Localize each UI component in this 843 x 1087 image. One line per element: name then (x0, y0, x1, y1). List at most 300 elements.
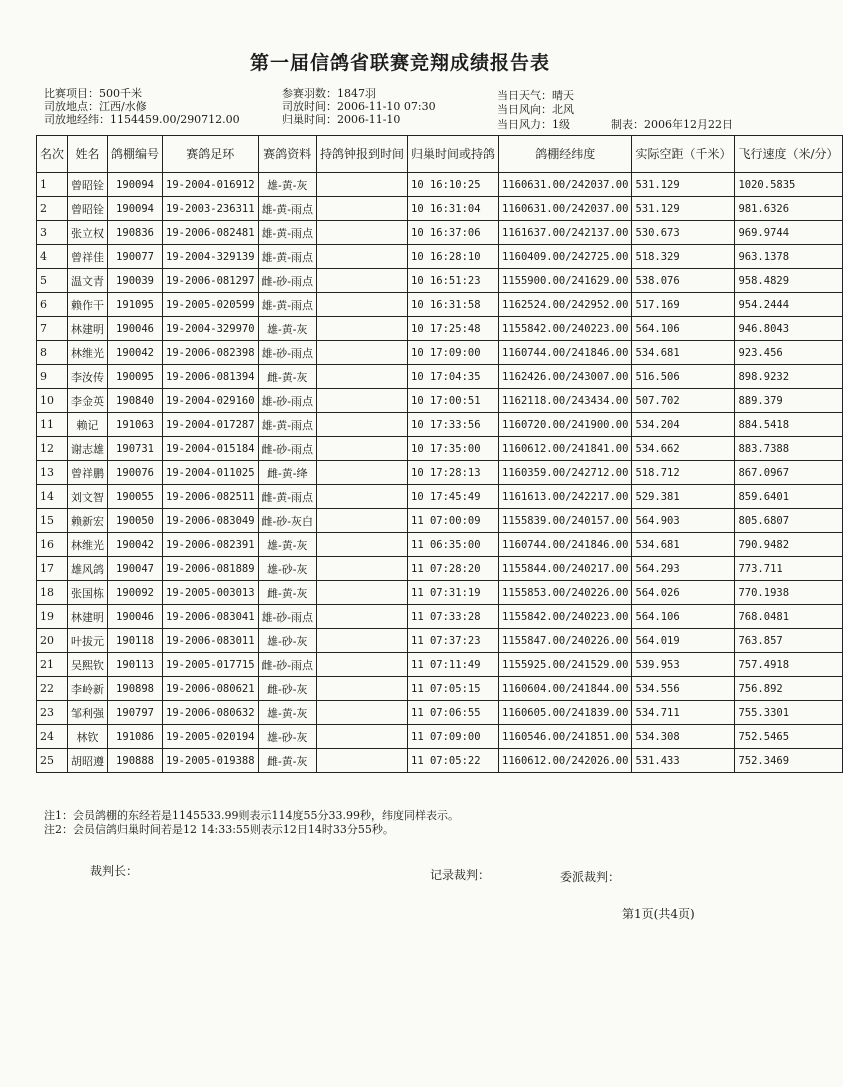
table-row (37, 365, 843, 389)
cell-return-time: 10 17:25:48 (408, 317, 499, 341)
col-loft-id: 鸽棚编号 (108, 136, 163, 173)
table-row (37, 605, 843, 629)
table-row (37, 413, 843, 437)
cell-ring: 19-2006-080621 (163, 677, 259, 701)
cell-speed: 752.5465 (735, 725, 842, 749)
cell-ring: 19-2006-083011 (163, 629, 259, 653)
cell-return-time: 11 07:06:55 (408, 701, 499, 725)
cell-pigeon-info: 雄-黄-灰 (258, 173, 316, 197)
cell-loft-id: 191095 (108, 293, 163, 317)
results-table (36, 135, 843, 773)
cell-return-time: 11 06:35:00 (408, 533, 499, 557)
wind-direction: 当日风向：北风 (497, 103, 574, 116)
referee-chief-label: 裁判长： (90, 864, 139, 878)
cell-name: 邹利强 (68, 701, 108, 725)
cell-distance: 530.673 (632, 221, 735, 245)
cell-loft-id: 190092 (108, 581, 163, 605)
cell-distance: 564.026 (632, 581, 735, 605)
cell-coords: 1160744.00/241846.00 (499, 341, 632, 365)
cell-coords: 1155839.00/240157.00 (499, 509, 632, 533)
cell-return-time: 10 17:04:35 (408, 365, 499, 389)
cell-coords: 1160612.00/242026.00 (499, 749, 632, 773)
cell-loft-id: 190046 (108, 605, 163, 629)
cell-pigeon-info: 雄-砂-灰 (258, 629, 316, 653)
note-1: 注1：会员鸽棚的东经若是1145533.99则表示114度55分33.99秒，纬度同样表示。 (44, 809, 459, 822)
cell-clock-time (316, 749, 407, 773)
cell-rank: 20 (37, 629, 68, 653)
cell-return-time: 11 07:28:20 (408, 557, 499, 581)
cell-ring: 19-2004-029160 (163, 389, 259, 413)
cell-rank: 19 (37, 605, 68, 629)
cell-loft-id: 190888 (108, 749, 163, 773)
cell-speed: 883.7388 (735, 437, 842, 461)
cell-loft-id: 190047 (108, 557, 163, 581)
cell-speed: 946.8043 (735, 317, 842, 341)
cell-distance: 564.106 (632, 605, 735, 629)
cell-speed: 773.711 (735, 557, 842, 581)
cell-distance: 529.381 (632, 485, 735, 509)
cell-name: 赖记 (68, 413, 108, 437)
cell-ring: 19-2005-003013 (163, 581, 259, 605)
cell-distance: 531.129 (632, 197, 735, 221)
cell-distance: 531.129 (632, 173, 735, 197)
record-referee-label: 记录裁判： (430, 868, 491, 882)
table-row (37, 245, 843, 269)
col-ring: 赛鸽足环 (163, 136, 259, 173)
cell-name: 李汝传 (68, 365, 108, 389)
weather: 当日天气：晴天 (497, 89, 574, 102)
col-name: 姓名 (68, 136, 108, 173)
table-row (37, 269, 843, 293)
cell-ring: 19-2004-017287 (163, 413, 259, 437)
cell-ring: 19-2006-083041 (163, 605, 259, 629)
pigeon-count: 参赛羽数：1847羽 (282, 87, 376, 100)
cell-distance: 564.903 (632, 509, 735, 533)
cell-ring: 19-2003-236311 (163, 197, 259, 221)
cell-ring: 19-2005-020599 (163, 293, 259, 317)
cell-pigeon-info: 雌-砂-雨点 (258, 437, 316, 461)
cell-coords: 1162426.00/243007.00 (499, 365, 632, 389)
cell-pigeon-info: 雄-黄-雨点 (258, 197, 316, 221)
cell-name: 张国栋 (68, 581, 108, 605)
table-row (37, 341, 843, 365)
cell-pigeon-info: 雌-砂-雨点 (258, 653, 316, 677)
cell-clock-time (316, 437, 407, 461)
cell-rank: 13 (37, 461, 68, 485)
cell-loft-id: 190094 (108, 197, 163, 221)
cell-ring: 19-2005-020194 (163, 725, 259, 749)
cell-pigeon-info: 雄-黄-雨点 (258, 221, 316, 245)
col-rank: 名次 (37, 136, 68, 173)
cell-name: 曾祥鹏 (68, 461, 108, 485)
cell-coords: 1160720.00/241900.00 (499, 413, 632, 437)
cell-speed: 958.4829 (735, 269, 842, 293)
cell-ring: 19-2005-017715 (163, 653, 259, 677)
cell-pigeon-info: 雄-砂-灰 (258, 725, 316, 749)
cell-pigeon-info: 雄-砂-雨点 (258, 341, 316, 365)
cell-pigeon-info: 雄-黄-灰 (258, 701, 316, 725)
cell-clock-time (316, 509, 407, 533)
table-row (37, 221, 843, 245)
cell-coords: 1160359.00/242712.00 (499, 461, 632, 485)
cell-clock-time (316, 221, 407, 245)
cell-return-time: 10 17:33:56 (408, 413, 499, 437)
cell-speed: 805.6807 (735, 509, 842, 533)
cell-rank: 14 (37, 485, 68, 509)
cell-pigeon-info: 雌-黄-绛 (258, 461, 316, 485)
cell-distance: 534.308 (632, 725, 735, 749)
cell-return-time: 11 07:31:19 (408, 581, 499, 605)
cell-name: 吴熙钦 (68, 653, 108, 677)
cell-clock-time (316, 341, 407, 365)
cell-speed: 954.2444 (735, 293, 842, 317)
cell-coords: 1160631.00/242037.00 (499, 197, 632, 221)
cell-loft-id: 190836 (108, 221, 163, 245)
cell-rank: 1 (37, 173, 68, 197)
cell-speed: 756.892 (735, 677, 842, 701)
col-clock-time: 持鸽钟报到时间 (316, 136, 407, 173)
cell-pigeon-info: 雄-砂-雨点 (258, 605, 316, 629)
cell-clock-time (316, 317, 407, 341)
cell-pigeon-info: 雄-黄-灰 (258, 533, 316, 557)
cell-name: 林维光 (68, 341, 108, 365)
cell-coords: 1160604.00/241844.00 (499, 677, 632, 701)
cell-distance: 518.712 (632, 461, 735, 485)
cell-name: 谢志雄 (68, 437, 108, 461)
cell-pigeon-info: 雌-砂-灰白 (258, 509, 316, 533)
cell-return-time: 11 07:11:49 (408, 653, 499, 677)
cell-distance: 564.019 (632, 629, 735, 653)
cell-clock-time (316, 581, 407, 605)
cell-coords: 1155925.00/241529.00 (499, 653, 632, 677)
table-row (37, 629, 843, 653)
cell-pigeon-info: 雌-黄-灰 (258, 365, 316, 389)
cell-return-time: 11 07:00:09 (408, 509, 499, 533)
made-date: 制表：2006年12月22日 (611, 118, 733, 131)
cell-distance: 518.329 (632, 245, 735, 269)
release-coords: 司放地经纬：1154459.00/290712.00 (44, 113, 240, 126)
cell-loft-id: 190039 (108, 269, 163, 293)
table-row (37, 749, 843, 773)
cell-coords: 1161613.00/242217.00 (499, 485, 632, 509)
cell-distance: 517.169 (632, 293, 735, 317)
cell-name: 林维光 (68, 533, 108, 557)
cell-ring: 19-2005-019388 (163, 749, 259, 773)
cell-speed: 768.0481 (735, 605, 842, 629)
cell-ring: 19-2006-083049 (163, 509, 259, 533)
cell-name: 林钦 (68, 725, 108, 749)
cell-clock-time (316, 245, 407, 269)
cell-rank: 21 (37, 653, 68, 677)
cell-name: 林建明 (68, 317, 108, 341)
cell-rank: 8 (37, 341, 68, 365)
cell-clock-time (316, 725, 407, 749)
table-row (37, 557, 843, 581)
cell-ring: 19-2006-082511 (163, 485, 259, 509)
cell-pigeon-info: 雄-黄-雨点 (258, 245, 316, 269)
cell-return-time: 10 17:45:49 (408, 485, 499, 509)
cell-loft-id: 190118 (108, 629, 163, 653)
cell-pigeon-info: 雌-砂-雨点 (258, 269, 316, 293)
cell-ring: 19-2004-016912 (163, 173, 259, 197)
cell-name: 林建明 (68, 605, 108, 629)
cell-loft-id: 190050 (108, 509, 163, 533)
cell-pigeon-info: 雌-黄-灰 (258, 581, 316, 605)
cell-return-time: 10 16:10:25 (408, 173, 499, 197)
cell-coords: 1155853.00/240226.00 (499, 581, 632, 605)
cell-coords: 1160546.00/241851.00 (499, 725, 632, 749)
table-row (37, 701, 843, 725)
table-header-row (37, 136, 843, 173)
cell-clock-time (316, 533, 407, 557)
cell-speed: 867.0967 (735, 461, 842, 485)
release-place: 司放地点：江西/水修 (44, 100, 147, 113)
cell-speed: 790.9482 (735, 533, 842, 557)
cell-loft-id: 190898 (108, 677, 163, 701)
cell-rank: 3 (37, 221, 68, 245)
cell-name: 赖新宏 (68, 509, 108, 533)
cell-loft-id: 191063 (108, 413, 163, 437)
cell-speed: 1020.5835 (735, 173, 842, 197)
cell-loft-id: 190095 (108, 365, 163, 389)
cell-speed: 898.9232 (735, 365, 842, 389)
cell-rank: 5 (37, 269, 68, 293)
cell-return-time: 11 07:05:15 (408, 677, 499, 701)
cell-clock-time (316, 701, 407, 725)
cell-ring: 19-2006-080632 (163, 701, 259, 725)
cell-distance: 534.681 (632, 533, 735, 557)
cell-return-time: 10 17:35:00 (408, 437, 499, 461)
cell-distance: 534.204 (632, 413, 735, 437)
cell-clock-time (316, 461, 407, 485)
cell-rank: 2 (37, 197, 68, 221)
cell-loft-id: 190731 (108, 437, 163, 461)
cell-coords: 1155844.00/240217.00 (499, 557, 632, 581)
cell-coords: 1162118.00/243434.00 (499, 389, 632, 413)
cell-pigeon-info: 雄-黄-雨点 (258, 293, 316, 317)
cell-pigeon-info: 雄-砂-雨点 (258, 389, 316, 413)
cell-ring: 19-2006-081889 (163, 557, 259, 581)
cell-ring: 19-2006-081297 (163, 269, 259, 293)
cell-name: 雄风鸽 (68, 557, 108, 581)
cell-rank: 11 (37, 413, 68, 437)
table-row (37, 509, 843, 533)
cell-loft-id: 190055 (108, 485, 163, 509)
cell-loft-id: 190840 (108, 389, 163, 413)
cell-distance: 534.681 (632, 341, 735, 365)
table-row (37, 677, 843, 701)
table-row (37, 389, 843, 413)
cell-loft-id: 190076 (108, 461, 163, 485)
cell-loft-id: 190113 (108, 653, 163, 677)
cell-coords: 1160612.00/241841.00 (499, 437, 632, 461)
cell-speed: 981.6326 (735, 197, 842, 221)
cell-coords: 1160409.00/242725.00 (499, 245, 632, 269)
release-time: 司放时间：2006-11-10 07:30 (282, 100, 436, 113)
cell-rank: 24 (37, 725, 68, 749)
col-distance: 实际空距（千米） (632, 136, 735, 173)
cell-clock-time (316, 557, 407, 581)
cell-loft-id: 190094 (108, 173, 163, 197)
cell-return-time: 10 17:00:51 (408, 389, 499, 413)
cell-clock-time (316, 677, 407, 701)
cell-clock-time (316, 413, 407, 437)
cell-coords: 1161637.00/242137.00 (499, 221, 632, 245)
return-time: 归巢时间：2006-11-10 (282, 113, 401, 126)
cell-clock-time (316, 365, 407, 389)
cell-distance: 564.293 (632, 557, 735, 581)
cell-rank: 23 (37, 701, 68, 725)
cell-distance: 531.433 (632, 749, 735, 773)
cell-distance: 534.662 (632, 437, 735, 461)
cell-distance: 538.076 (632, 269, 735, 293)
cell-distance: 516.506 (632, 365, 735, 389)
cell-clock-time (316, 629, 407, 653)
cell-ring: 19-2006-081394 (163, 365, 259, 389)
cell-name: 温文青 (68, 269, 108, 293)
cell-name: 曾昭铨 (68, 197, 108, 221)
table-row (37, 197, 843, 221)
cell-return-time: 10 17:28:13 (408, 461, 499, 485)
cell-return-time: 10 16:31:04 (408, 197, 499, 221)
cell-speed: 884.5418 (735, 413, 842, 437)
cell-return-time: 10 16:31:58 (408, 293, 499, 317)
cell-pigeon-info: 雄-黄-雨点 (258, 413, 316, 437)
table-row (37, 461, 843, 485)
cell-clock-time (316, 605, 407, 629)
cell-speed: 770.1938 (735, 581, 842, 605)
cell-loft-id: 190797 (108, 701, 163, 725)
cell-speed: 757.4918 (735, 653, 842, 677)
cell-return-time: 10 16:51:23 (408, 269, 499, 293)
col-speed: 飞行速度（米/分） (735, 136, 842, 173)
note-2: 注2：会员信鸽归巢时间若是12 14:33:55则表示12日14时33分55秒。 (44, 823, 394, 836)
table-row (37, 581, 843, 605)
cell-loft-id: 190042 (108, 533, 163, 557)
cell-rank: 15 (37, 509, 68, 533)
cell-rank: 25 (37, 749, 68, 773)
table-row (37, 317, 843, 341)
cell-rank: 17 (37, 557, 68, 581)
cell-ring: 19-2006-082391 (163, 533, 259, 557)
cell-coords: 1155847.00/240226.00 (499, 629, 632, 653)
cell-distance: 534.556 (632, 677, 735, 701)
cell-distance: 534.711 (632, 701, 735, 725)
cell-ring: 19-2004-011025 (163, 461, 259, 485)
cell-coords: 1155900.00/241629.00 (499, 269, 632, 293)
cell-loft-id: 190046 (108, 317, 163, 341)
cell-ring: 19-2006-082481 (163, 221, 259, 245)
page-title: 第一届信鸽省联赛竞翔成绩报告表 (249, 52, 550, 74)
cell-rank: 9 (37, 365, 68, 389)
cell-distance: 507.702 (632, 389, 735, 413)
cell-rank: 4 (37, 245, 68, 269)
cell-rank: 22 (37, 677, 68, 701)
cell-speed: 889.379 (735, 389, 842, 413)
cell-distance: 539.953 (632, 653, 735, 677)
table-row (37, 173, 843, 197)
cell-return-time: 11 07:09:00 (408, 725, 499, 749)
table-row (37, 485, 843, 509)
table-row (37, 533, 843, 557)
cell-speed: 755.3301 (735, 701, 842, 725)
cell-coords: 1155842.00/240223.00 (499, 317, 632, 341)
table-row (37, 437, 843, 461)
cell-loft-id: 190042 (108, 341, 163, 365)
cell-speed: 923.456 (735, 341, 842, 365)
col-return-time: 归巢时间或持鸽 (408, 136, 499, 173)
cell-name: 李岭新 (68, 677, 108, 701)
cell-coords: 1155842.00/240223.00 (499, 605, 632, 629)
cell-clock-time (316, 653, 407, 677)
table-row (37, 653, 843, 677)
cell-name: 曾昭铨 (68, 173, 108, 197)
cell-pigeon-info: 雌-黄-雨点 (258, 485, 316, 509)
cell-clock-time (316, 485, 407, 509)
delegate-referee-label: 委派裁判： (560, 870, 621, 884)
cell-loft-id: 191086 (108, 725, 163, 749)
cell-speed: 969.9744 (735, 221, 842, 245)
cell-loft-id: 190077 (108, 245, 163, 269)
cell-pigeon-info: 雄-黄-灰 (258, 317, 316, 341)
col-coords: 鸽棚经纬度 (499, 136, 632, 173)
cell-clock-time (316, 389, 407, 413)
cell-ring: 19-2004-329970 (163, 317, 259, 341)
col-pigeon-info: 赛鸽资料 (258, 136, 316, 173)
table-row (37, 293, 843, 317)
cell-speed: 859.6401 (735, 485, 842, 509)
wind-force: 当日风力：1级 (497, 118, 570, 131)
cell-return-time: 10 16:37:06 (408, 221, 499, 245)
cell-return-time: 10 17:09:00 (408, 341, 499, 365)
cell-rank: 18 (37, 581, 68, 605)
table-row (37, 725, 843, 749)
cell-rank: 12 (37, 437, 68, 461)
cell-name: 刘文智 (68, 485, 108, 509)
cell-pigeon-info: 雄-砂-灰 (258, 557, 316, 581)
cell-coords: 1160744.00/241846.00 (499, 533, 632, 557)
cell-name: 李金英 (68, 389, 108, 413)
cell-return-time: 11 07:37:23 (408, 629, 499, 653)
cell-clock-time (316, 173, 407, 197)
cell-distance: 564.106 (632, 317, 735, 341)
cell-coords: 1160631.00/242037.00 (499, 173, 632, 197)
cell-speed: 963.1378 (735, 245, 842, 269)
cell-name: 胡昭遵 (68, 749, 108, 773)
cell-clock-time (316, 197, 407, 221)
cell-return-time: 10 16:28:10 (408, 245, 499, 269)
cell-ring: 19-2004-329139 (163, 245, 259, 269)
cell-return-time: 11 07:33:28 (408, 605, 499, 629)
cell-coords: 1162524.00/242952.00 (499, 293, 632, 317)
cell-speed: 763.857 (735, 629, 842, 653)
cell-return-time: 11 07:05:22 (408, 749, 499, 773)
cell-name: 张立权 (68, 221, 108, 245)
race-project: 比赛项目：500千米 (44, 87, 142, 100)
cell-name: 叶拔元 (68, 629, 108, 653)
cell-rank: 10 (37, 389, 68, 413)
cell-speed: 752.3469 (735, 749, 842, 773)
cell-pigeon-info: 雌-黄-灰 (258, 749, 316, 773)
cell-clock-time (316, 293, 407, 317)
cell-ring: 19-2004-015184 (163, 437, 259, 461)
cell-clock-time (316, 269, 407, 293)
cell-name: 赖作干 (68, 293, 108, 317)
cell-pigeon-info: 雌-砂-灰 (258, 677, 316, 701)
cell-coords: 1160605.00/241839.00 (499, 701, 632, 725)
cell-rank: 7 (37, 317, 68, 341)
cell-name: 曾祥佳 (68, 245, 108, 269)
